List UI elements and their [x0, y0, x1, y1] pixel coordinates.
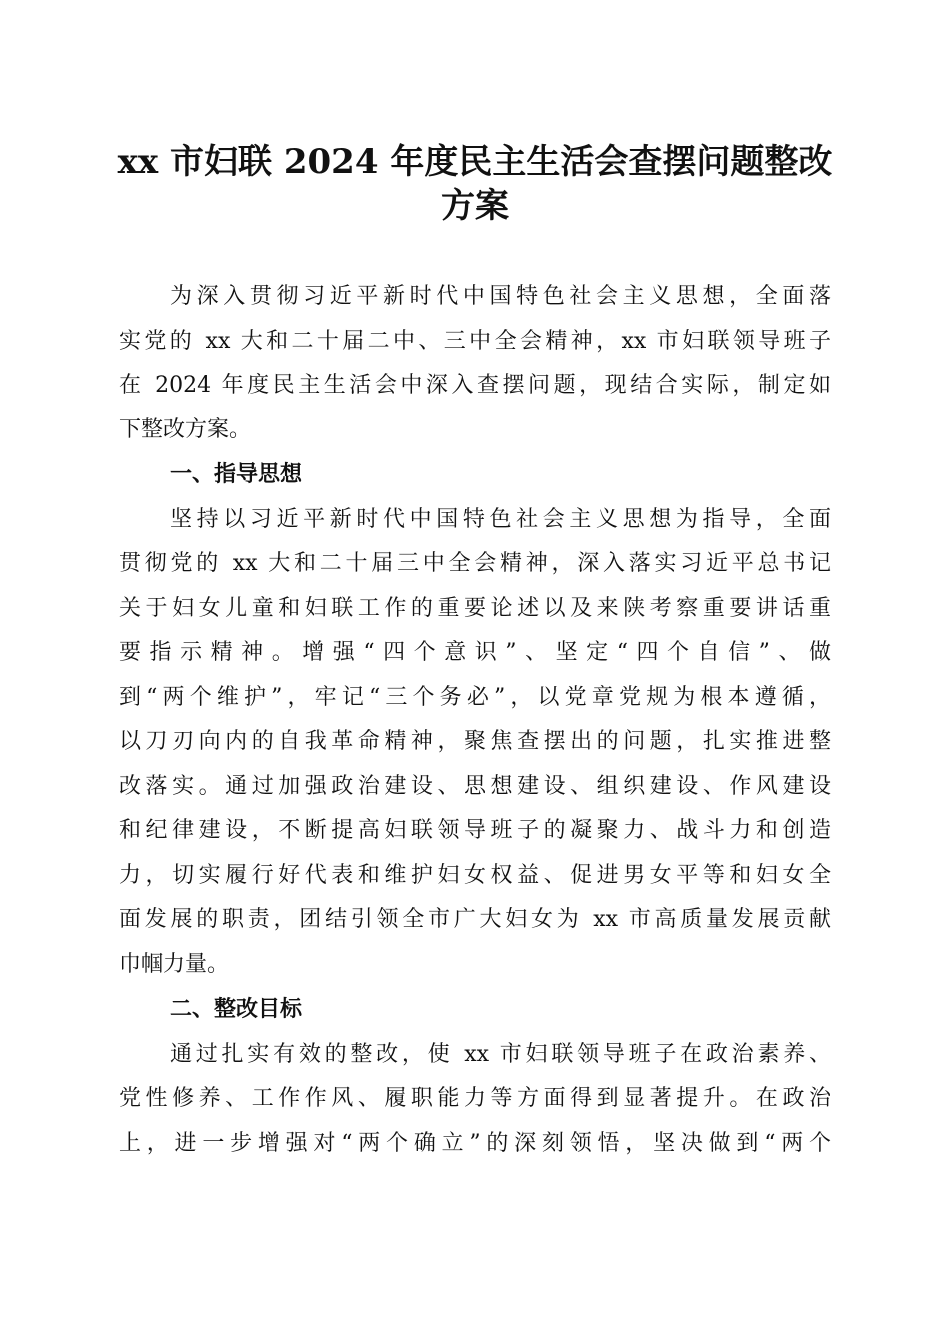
paragraph-line: 党性修养、工作作风、履职能力等方面得到显著提升。在政治 — [119, 1086, 831, 1111]
paragraph-line: 通过扎实有效的整改，使 xx 市妇联领导班子在政治素养、 — [170, 1042, 831, 1067]
document-title-line-1: xx 市妇联 2024 年度民主生活会查摆问题整改 — [117, 142, 833, 182]
paragraph-line: 要指示精神。增强“四个意识”、坚定“四个自信”、做 — [119, 640, 831, 665]
paragraph-line: 坚持以习近平新时代中国特色社会主义思想为指导，全面 — [170, 507, 831, 532]
paragraph-line: 在 2024 年度民主生活会中深入查摆问题，现结合实际，制定如 — [119, 373, 831, 398]
paragraph-line: 下整改方案。 — [119, 417, 252, 442]
paragraph-line: 到“两个维护”，牢记“三个务必”，以党章党规为根本遵循， — [119, 685, 831, 710]
paragraph-line: 上，进一步增强对“两个确立”的深刻领悟，坚决做到“两个 — [119, 1131, 831, 1156]
paragraph-line: 巾帼力量。 — [119, 952, 230, 977]
section-heading-guiding-ideology: 一、指导思想 — [170, 462, 303, 487]
paragraph-line: 面发展的职责，团结引领全市广大妇女为 xx 市高质量发展贡献 — [119, 907, 831, 932]
paragraph-line: 贯彻党的 xx 大和二十届三中全会精神，深入落实习近平总书记 — [119, 551, 831, 576]
paragraph-line: 关于妇女儿童和妇联工作的重要论述以及来陕考察重要讲话重 — [119, 596, 831, 621]
paragraph-line: 实党的 xx 大和二十届二中、三中全会精神，xx 市妇联领导班子 — [119, 329, 831, 354]
document-title-line-2: 方案 — [441, 186, 509, 226]
section-heading-rectification-goals: 二、整改目标 — [170, 997, 303, 1022]
paragraph-line: 改落实。通过加强政治建设、思想建设、组织建设、作风建设 — [119, 774, 831, 799]
paragraph-line: 和纪律建设，不断提高妇联领导班子的凝聚力、战斗力和创造 — [119, 818, 831, 843]
paragraph-line: 以刀刃向内的自我革命精神，聚焦查摆出的问题，扎实推进整 — [119, 729, 831, 754]
paragraph-line: 为深入贯彻习近平新时代中国特色社会主义思想，全面落 — [170, 284, 831, 309]
paragraph-line: 力，切实履行好代表和维护妇女权益、促进男女平等和妇女全 — [119, 863, 831, 888]
